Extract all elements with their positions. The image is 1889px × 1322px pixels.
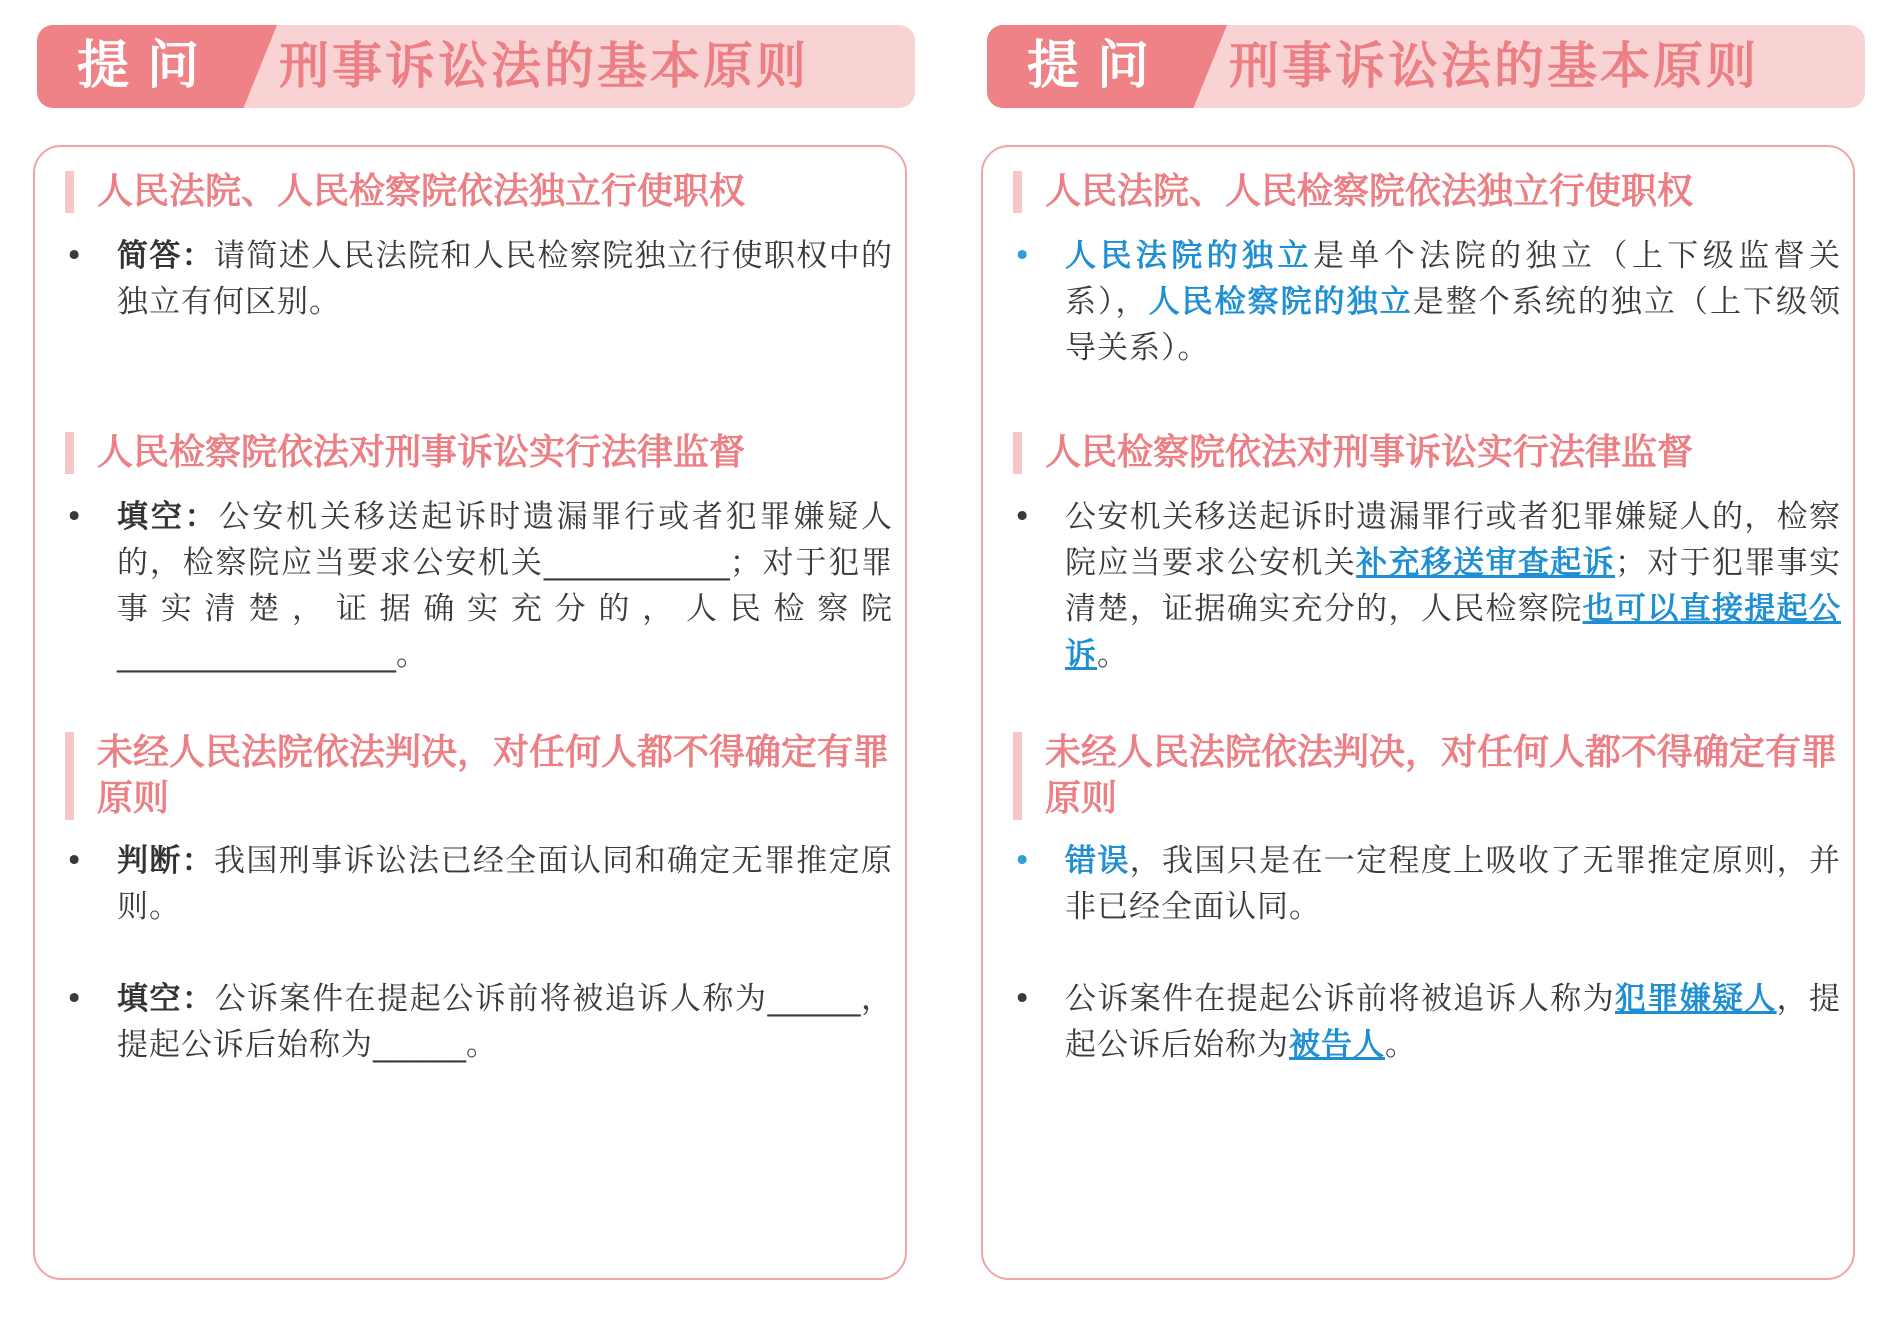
list-item xyxy=(65,838,893,930)
section-heading: 未经人民法院依法判决，对任何人都不得确定有罪原则 xyxy=(65,730,893,822)
bullet-icon: • xyxy=(1013,981,1033,1017)
item-text: 。 xyxy=(396,637,428,673)
item-text: 公诉案件在提起公诉前将被追诉人称为 xyxy=(214,981,768,1017)
item-text: 公安机关移送起诉时遗漏罪行或者犯罪嫌疑人的，检察院应当要求公安机关 xyxy=(117,499,894,581)
list-item xyxy=(65,494,893,678)
section-heading: 人民法院、人民检察院依法独立行使职权 xyxy=(1013,169,1841,215)
banner-right xyxy=(987,25,1865,108)
item-text: 。 xyxy=(466,1027,498,1063)
list-item xyxy=(1013,233,1841,371)
question-panel xyxy=(33,145,907,1280)
fill-blank: ______ xyxy=(373,1027,466,1063)
fill-blank: __________________ xyxy=(117,637,396,673)
item-text: ；对于犯罪事实清楚，证据确实充分的，人民检察院 xyxy=(117,545,894,627)
section-supervision xyxy=(65,430,893,678)
item-text: 公安机关移送起诉时遗漏罪行或者犯罪嫌疑人的，检察院应当要求公安机关 xyxy=(1065,499,1841,581)
section-heading: 未经人民法院依法判决，对任何人都不得确定有罪原则 xyxy=(1013,730,1841,822)
highlight-text: 人民检察院的独立 xyxy=(1148,284,1413,320)
bullet-icon: • xyxy=(65,843,85,879)
banner-title: 刑事诉讼法的基本原则 xyxy=(279,37,809,95)
item-text: 我国刑事诉讼法已经全面认同和确定无罪推定原则。 xyxy=(117,843,894,925)
banner-title: 刑事诉讼法的基本原则 xyxy=(1229,37,1759,95)
item-text: 请简述人民法院和人民检察院独立行使职权中的独立有何区别。 xyxy=(117,238,894,320)
section-heading: 人民检察院依法对刑事诉讼实行法律监督 xyxy=(1013,430,1841,476)
fill-blank: ______ xyxy=(767,981,861,1017)
answer-text: 被告人 xyxy=(1289,1027,1385,1063)
section-presumption xyxy=(65,730,893,1068)
fill-blank: ____________ xyxy=(543,545,730,581)
item-text: ，提起公诉后始称为 xyxy=(1065,981,1842,1063)
item-label: 简答： xyxy=(117,238,215,274)
bullet-icon: • xyxy=(1013,238,1033,274)
list-item xyxy=(65,233,893,325)
item-text: 是整个系统的独立（上下级领导关系）。 xyxy=(1065,284,1842,366)
section-presumption xyxy=(1013,730,1841,1068)
answer-panel xyxy=(981,145,1855,1280)
section-supervision xyxy=(1013,430,1841,678)
bullet-icon: • xyxy=(65,238,85,274)
answer-text: 犯罪嫌疑人 xyxy=(1614,981,1777,1017)
item-text: ，提起公诉后始称为 xyxy=(117,981,894,1063)
section-independence xyxy=(65,169,893,325)
item-text: 。 xyxy=(1385,1027,1417,1063)
list-item xyxy=(1013,838,1841,930)
answer-text: 补充移送审查起诉 xyxy=(1356,545,1615,581)
item-text: 是单个法院的独立（上下级监督关系）， xyxy=(1065,238,1841,320)
answer-text: 也可以直接提起公诉 xyxy=(1065,591,1842,673)
highlight-text: 人民法院的独立 xyxy=(1065,238,1313,274)
question-tag-label: 提问 xyxy=(1027,36,1168,96)
item-text: 。 xyxy=(1097,637,1129,673)
bullet-icon: • xyxy=(1013,843,1033,879)
bullet-icon: • xyxy=(65,499,85,535)
item-text: ，我国只是在一定程度上吸收了无罪推定原则，并非已经全面认同。 xyxy=(1065,843,1842,925)
question-tag-label: 提问 xyxy=(77,36,218,96)
item-label: 填空： xyxy=(117,499,219,535)
list-item xyxy=(1013,976,1841,1068)
list-item xyxy=(1013,494,1841,678)
item-label: 填空： xyxy=(117,981,215,1017)
highlight-text: 错误 xyxy=(1065,843,1130,879)
banner-left xyxy=(37,25,915,108)
section-heading: 人民法院、人民检察院依法独立行使职权 xyxy=(65,169,893,215)
section-heading: 人民检察院依法对刑事诉讼实行法律监督 xyxy=(65,430,893,476)
item-text: ；对于犯罪事实清楚，证据确实充分的，人民检察院 xyxy=(1065,545,1842,627)
bullet-icon: • xyxy=(65,981,85,1017)
bullet-icon: • xyxy=(1013,499,1033,535)
list-item xyxy=(65,976,893,1068)
section-independence xyxy=(1013,169,1841,371)
item-text: 公诉案件在提起公诉前将被追诉人称为 xyxy=(1065,981,1615,1017)
item-label: 判断： xyxy=(117,843,215,879)
